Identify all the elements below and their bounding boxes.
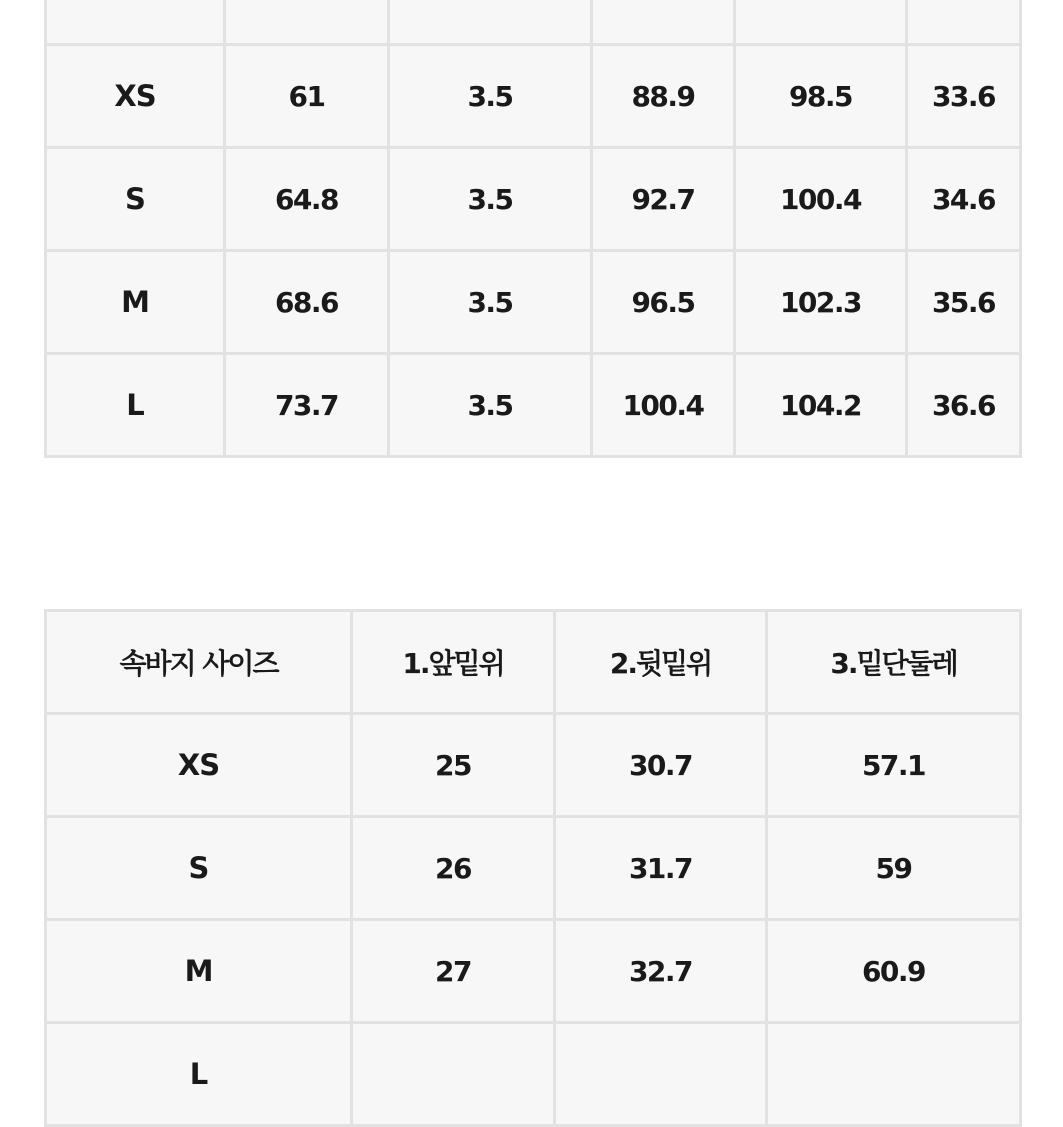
table-cell: 26 [352, 817, 555, 920]
table-cell: 64.8 [225, 148, 389, 251]
table-row [46, 354, 1021, 457]
header-cell [46, 0, 225, 45]
table-cell: 98.5 [735, 45, 907, 148]
table-cell [767, 1023, 1021, 1126]
table-cell: 100.4 [735, 148, 907, 251]
size-label: M [46, 920, 352, 1023]
size-label: S [46, 148, 225, 251]
table-cell: 73.7 [225, 354, 389, 457]
header-cell: 3.밑단둘레 [767, 611, 1021, 714]
size-label: L [46, 1023, 352, 1126]
table-cell: 33.6 [907, 45, 1021, 148]
table-cell: 36.6 [907, 354, 1021, 457]
table-cell: 3.5 [389, 354, 592, 457]
table-cell: 25 [352, 714, 555, 817]
header-cell [907, 0, 1021, 45]
table-cell: 57.1 [767, 714, 1021, 817]
table-row [46, 45, 1021, 148]
table-row [46, 148, 1021, 251]
table-cell: 31.7 [555, 817, 767, 920]
table-cell: 3.5 [389, 45, 592, 148]
table-cell: 59 [767, 817, 1021, 920]
size-label: M [46, 251, 225, 354]
header-cell [735, 0, 907, 45]
table-cell: 104.2 [735, 354, 907, 457]
table-cell: 27 [352, 920, 555, 1023]
size-label: S [46, 817, 352, 920]
header-cell: 2.뒷밑위 [555, 611, 767, 714]
table-header-row [46, 611, 1021, 714]
table-cell: 61 [225, 45, 389, 148]
table-cell: 3.5 [389, 251, 592, 354]
table-cell: 34.6 [907, 148, 1021, 251]
table-cell: 35.6 [907, 251, 1021, 354]
size-label: XS [46, 45, 225, 148]
table-header-row [46, 0, 1021, 45]
table-cell: 96.5 [592, 251, 735, 354]
table-cell: 3.5 [389, 148, 592, 251]
table-cell: 100.4 [592, 354, 735, 457]
table-cell: 68.6 [225, 251, 389, 354]
size-label: XS [46, 714, 352, 817]
size-table-top [44, 0, 1022, 458]
table-row [46, 714, 1021, 817]
header-cell [389, 0, 592, 45]
table-cell: 30.7 [555, 714, 767, 817]
header-cell [592, 0, 735, 45]
header-cell [225, 0, 389, 45]
header-cell: 1.앞밑위 [352, 611, 555, 714]
table-cell: 92.7 [592, 148, 735, 251]
table-cell [555, 1023, 767, 1126]
table-cell: 32.7 [555, 920, 767, 1023]
header-cell: 속바지 사이즈 [46, 611, 352, 714]
table-cell [352, 1023, 555, 1126]
size-label: L [46, 354, 225, 457]
table-row [46, 1023, 1021, 1126]
table-row [46, 920, 1021, 1023]
table-cell: 88.9 [592, 45, 735, 148]
table-cell: 102.3 [735, 251, 907, 354]
table-cell: 60.9 [767, 920, 1021, 1023]
table-row [46, 817, 1021, 920]
size-table-bottom [44, 609, 1022, 1127]
table-row [46, 251, 1021, 354]
